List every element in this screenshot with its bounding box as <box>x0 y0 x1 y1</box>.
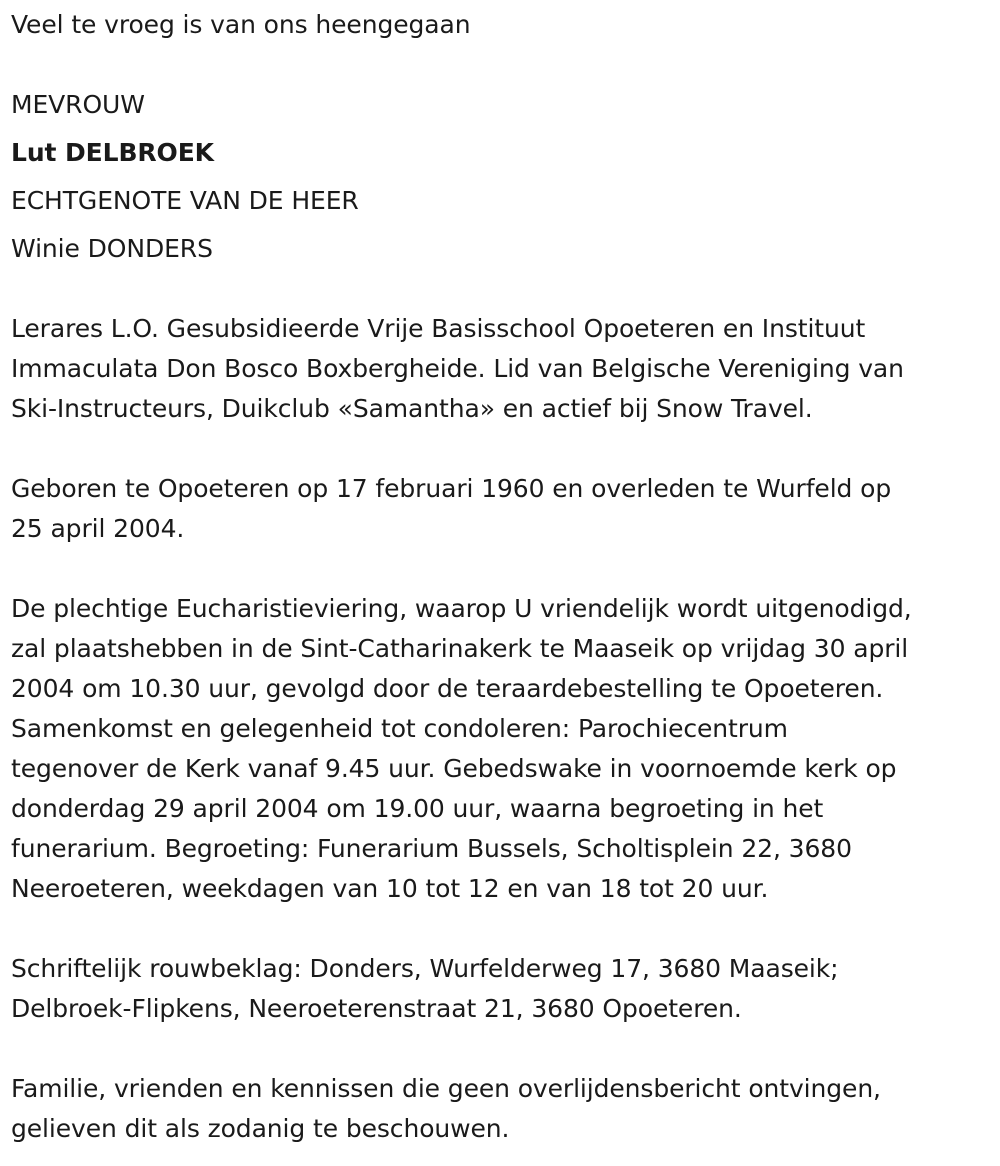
ceremony-line: donderdag 29 april 2004 om 19.00 uur, waarna begroeting in het <box>11 794 824 823</box>
deceased-name: Lut DELBROEK <box>11 138 214 167</box>
occupation-line: Lerares L.O. Gesubsidieerde Vrije Basisschool Opoeteren en Instituut <box>11 314 866 343</box>
intro-text: Veel te vroeg is van ons heengegaan <box>11 10 471 39</box>
title-prefix: MEVROUW <box>11 90 145 119</box>
condolences-line: Delbroek-Flipkens, Neeroeterenstraat 21, 3680 Opoeteren. <box>11 994 742 1023</box>
closing-line: gelieven dit als zodanig te beschouwen. <box>11 1114 510 1143</box>
closing-line: Familie, vrienden en kennissen die geen overlijdensbericht ontvingen, <box>11 1074 881 1103</box>
birth-death-line: Geboren te Opoeteren op 17 februari 1960 en overleden te Wurfeld op <box>11 474 892 503</box>
ceremony-line: funerarium. Begroeting: Funerarium Bussels, Scholtisplein 22, 3680 <box>11 834 852 863</box>
ceremony-line: Neeroeteren, weekdagen van 10 tot 12 en van 18 tot 20 uur. <box>11 874 769 903</box>
occupation-line: Immaculata Don Bosco Boxbergheide. Lid van Belgische Vereniging van <box>11 354 904 383</box>
ceremony-line: 2004 om 10.30 uur, gevolgd door de teraardebestelling te Opoeteren. <box>11 674 884 703</box>
ceremony-line: Samenkomst en gelegenheid tot condoleren: Parochiecentrum <box>11 714 788 743</box>
ceremony-line: zal plaatshebben in de Sint-Catharinakerk te Maaseik op vrijdag 30 april <box>11 634 909 663</box>
spouse-name: Winie DONDERS <box>11 234 213 263</box>
relation-text: ECHTGENOTE VAN DE HEER <box>11 186 359 215</box>
birth-death-line: 25 april 2004. <box>11 514 185 543</box>
occupation-line: Ski-Instructeurs, Duikclub «Samantha» en actief bij Snow Travel. <box>11 394 813 423</box>
ceremony-line: De plechtige Eucharistieviering, waarop U vriendelijk wordt uitgenodigd, <box>11 594 912 623</box>
condolences-line: Schriftelijk rouwbeklag: Donders, Wurfelderweg 17, 3680 Maaseik; <box>11 954 839 983</box>
ceremony-line: tegenover de Kerk vanaf 9.45 uur. Gebedswake in voornoemde kerk op <box>11 754 897 783</box>
